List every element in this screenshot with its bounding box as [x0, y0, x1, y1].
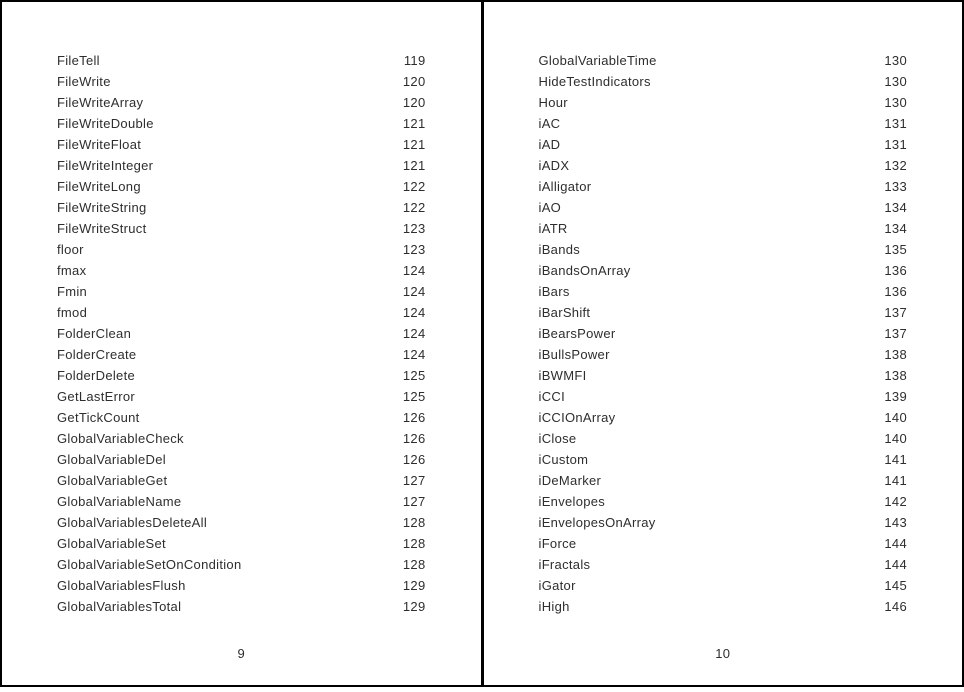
toc-entry-page-number: 123: [402, 221, 426, 236]
toc-entry-page-number: 143: [884, 515, 907, 530]
toc-entry-label: FileTell: [57, 53, 100, 68]
toc-entry-label: iATR: [538, 221, 568, 236]
toc-entry-label: GlobalVariableDel: [57, 452, 166, 467]
toc-entry-page-number: 120: [402, 95, 426, 110]
toc-entry-label: iAD: [538, 137, 561, 152]
toc-row: [57, 344, 426, 365]
toc-entry-page-number: 132: [884, 158, 907, 173]
toc-row: [539, 596, 908, 617]
toc-entry-page-number: 135: [884, 242, 907, 257]
toc-entry-label: GlobalVariableSet: [57, 536, 166, 551]
toc-entry-label: iEnvelopesOnArray: [538, 515, 656, 530]
toc-entry-page-number: 121: [402, 116, 426, 131]
page-number-left: 9: [237, 646, 246, 661]
toc-row: [539, 386, 908, 407]
toc-row: [57, 260, 426, 281]
toc-row: [539, 197, 908, 218]
toc-entry-page-number: 124: [402, 326, 426, 341]
toc-entry-page-number: 146: [884, 599, 907, 614]
toc-entry-page-number: 142: [884, 494, 907, 509]
left-page: [2, 2, 481, 685]
toc-entry-page-number: 141: [884, 473, 907, 488]
toc-row: [539, 554, 908, 575]
toc-row: [57, 197, 426, 218]
toc-entry-page-number: 128: [402, 557, 426, 572]
toc-entry-label: GetLastError: [57, 389, 136, 404]
toc-entry-label: FileWriteDouble: [57, 116, 154, 131]
toc-row: [57, 281, 426, 302]
toc-entry-label: iClose: [538, 431, 577, 446]
toc-entry-page-number: 140: [884, 410, 907, 425]
toc-entry-page-number: 120: [402, 74, 426, 89]
toc-entry-label: iBarShift: [538, 305, 591, 320]
toc-row: [57, 512, 426, 533]
toc-entry-label: FileWriteFloat: [57, 137, 142, 152]
toc-row: [57, 386, 426, 407]
toc-row: [539, 407, 908, 428]
toc-entry-page-number: 136: [884, 263, 907, 278]
toc-entry-page-number: 121: [402, 158, 426, 173]
toc-entry-label: iCustom: [538, 452, 589, 467]
toc-row: [539, 365, 908, 386]
toc-entry-label: HideTestIndicators: [538, 74, 651, 89]
toc-row: [539, 344, 908, 365]
toc-entry-page-number: 144: [884, 536, 907, 551]
toc-row: [57, 365, 426, 386]
toc-entry-label: GlobalVariableSetOnCondition: [57, 557, 242, 572]
toc-row: [57, 176, 426, 197]
toc-entry-page-number: 124: [402, 284, 426, 299]
toc-entry-label: iAlligator: [538, 179, 592, 194]
toc-entry-label: GlobalVariableTime: [538, 53, 657, 68]
toc-row: [57, 239, 426, 260]
toc-entry-label: iFractals: [538, 557, 591, 572]
toc-entry-page-number: 145: [884, 578, 907, 593]
toc-row: [57, 554, 426, 575]
toc-entry-label: iBWMFI: [538, 368, 587, 383]
toc-entry-label: GlobalVariableCheck: [57, 431, 184, 446]
toc-entry-label: iADX: [538, 158, 570, 173]
toc-entry-label: FileWriteString: [57, 200, 147, 215]
toc-entry-page-number: 127: [402, 473, 426, 488]
toc-entry-label: GlobalVariableName: [57, 494, 182, 509]
toc-row: [539, 533, 908, 554]
toc-row: [57, 470, 426, 491]
toc-entry-page-number: 129: [402, 578, 426, 593]
toc-entry-label: iBandsOnArray: [538, 263, 631, 278]
toc-entry-page-number: 141: [884, 452, 907, 467]
toc-row: [57, 92, 426, 113]
toc-row: [57, 302, 426, 323]
toc-entry-label: iCCIOnArray: [538, 410, 616, 425]
toc-entry-label: FileWriteInteger: [57, 158, 154, 173]
toc-row: [539, 176, 908, 197]
toc-row: [539, 575, 908, 596]
toc-entry-label: iForce: [538, 536, 577, 551]
toc-entry-page-number: 126: [402, 452, 426, 467]
toc-entry-page-number: 124: [402, 305, 426, 320]
toc-row: [539, 470, 908, 491]
toc-entry-label: GlobalVariablesTotal: [57, 599, 182, 614]
toc-entry-page-number: 138: [884, 368, 907, 383]
toc-row: [57, 323, 426, 344]
toc-row: [539, 239, 908, 260]
toc-row: [57, 50, 426, 71]
toc-entry-label: Fmin: [57, 284, 88, 299]
toc-entry-label: iGator: [538, 578, 576, 593]
toc-entry-label: iCCI: [538, 389, 565, 404]
toc-entry-label: iBars: [538, 284, 570, 299]
toc-row: [57, 218, 426, 239]
toc-entry-page-number: 122: [402, 200, 426, 215]
toc-entry-label: FolderClean: [57, 326, 132, 341]
toc-entry-label: iEnvelopes: [538, 494, 606, 509]
toc-entry-label: iAO: [538, 200, 562, 215]
right-page: [484, 2, 963, 685]
toc-entry-page-number: 139: [884, 389, 907, 404]
toc-entry-page-number: 137: [884, 326, 907, 341]
toc-row: [57, 449, 426, 470]
toc-entry-label: GetTickCount: [57, 410, 140, 425]
toc-entry-page-number: 126: [402, 431, 426, 446]
toc-entry-page-number: 131: [884, 116, 907, 131]
toc-row: [539, 260, 908, 281]
toc-entry-label: fmod: [57, 305, 88, 320]
toc-entry-page-number: 121: [402, 137, 426, 152]
toc-entry-page-number: 144: [884, 557, 907, 572]
toc-entry-page-number: 130: [884, 74, 907, 89]
toc-entry-label: iHigh: [538, 599, 570, 614]
toc-entry-label: FolderDelete: [57, 368, 136, 383]
toc-entry-label: iDeMarker: [538, 473, 602, 488]
toc-entry-page-number: 131: [884, 137, 907, 152]
toc-entry-page-number: 137: [884, 305, 907, 320]
toc-entry-page-number: 128: [402, 515, 426, 530]
toc-entry-page-number: 127: [402, 494, 426, 509]
toc-entry-label: iAC: [538, 116, 561, 131]
toc-entry-page-number: 140: [884, 431, 907, 446]
toc-row: [57, 428, 426, 449]
toc-row: [539, 281, 908, 302]
toc-entry-label: FolderCreate: [57, 347, 137, 362]
toc-row: [57, 575, 426, 596]
toc-entry-page-number: 124: [402, 263, 426, 278]
toc-entry-page-number: 122: [402, 179, 426, 194]
toc-entry-label: FileWrite: [57, 74, 111, 89]
toc-entries-right: [539, 50, 908, 617]
toc-entry-page-number: 136: [884, 284, 907, 299]
toc-entry-label: Hour: [538, 95, 568, 110]
toc-row: [539, 218, 908, 239]
toc-entry-page-number: 129: [402, 599, 426, 614]
toc-entries-left: [57, 50, 426, 617]
page-number-right: 10: [715, 646, 731, 661]
toc-entry-label: GlobalVariablesFlush: [57, 578, 186, 593]
toc-entry-page-number: 123: [402, 242, 426, 257]
toc-entry-label: FileWriteStruct: [57, 221, 147, 236]
toc-entry-label: GlobalVariablesDeleteAll: [57, 515, 208, 530]
toc-row: [539, 113, 908, 134]
toc-row: [539, 323, 908, 344]
toc-entry-label: FileWriteLong: [57, 179, 141, 194]
toc-entry-label: FileWriteArray: [57, 95, 144, 110]
toc-entry-page-number: 126: [402, 410, 426, 425]
toc-entry-label: fmax: [57, 263, 87, 278]
toc-entry-page-number: 125: [402, 368, 426, 383]
toc-row: [539, 155, 908, 176]
toc-entry-page-number: 138: [884, 347, 907, 362]
toc-row: [539, 428, 908, 449]
toc-entry-page-number: 124: [402, 347, 426, 362]
toc-row: [539, 71, 908, 92]
toc-entry-label: iBearsPower: [538, 326, 616, 341]
toc-row: [539, 302, 908, 323]
toc-row: [57, 596, 426, 617]
toc-entry-page-number: 130: [884, 53, 907, 68]
toc-entry-page-number: 125: [402, 389, 426, 404]
toc-entry-page-number: 134: [884, 200, 907, 215]
toc-entry-page-number: 134: [884, 221, 907, 236]
toc-row: [539, 134, 908, 155]
toc-entry-page-number: 119: [403, 53, 426, 68]
toc-entry-label: iBullsPower: [538, 347, 610, 362]
toc-entry-page-number: 130: [884, 95, 907, 110]
toc-row: [539, 512, 908, 533]
toc-entry-page-number: 133: [884, 179, 907, 194]
toc-row: [539, 92, 908, 113]
toc-row: [57, 491, 426, 512]
toc-row: [57, 134, 426, 155]
toc-row: [57, 407, 426, 428]
toc-entry-label: GlobalVariableGet: [57, 473, 168, 488]
toc-row: [57, 533, 426, 554]
toc-row: [539, 50, 908, 71]
toc-row: [57, 71, 426, 92]
toc-row: [539, 491, 908, 512]
toc-row: [539, 449, 908, 470]
toc-row: [57, 155, 426, 176]
toc-entry-page-number: 128: [402, 536, 426, 551]
toc-entry-label: iBands: [538, 242, 581, 257]
toc-row: [57, 113, 426, 134]
toc-entry-label: floor: [57, 242, 84, 257]
